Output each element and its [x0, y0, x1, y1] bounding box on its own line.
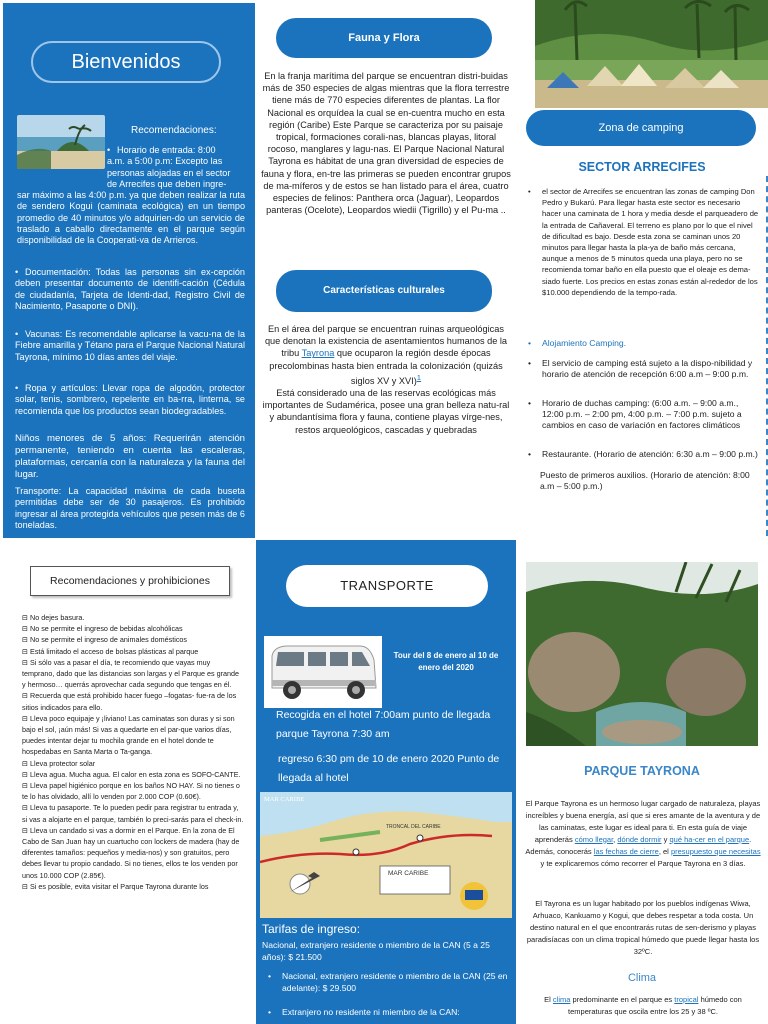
- text-part: y te explicaremos cómo recorrer el Parque Tayrona en 3 días.: [540, 858, 746, 868]
- fauna-text: En la franja marítima del parque se encuentran distri-buidas más de 350 especies de algas mientras que la flora terrestre tiene más de 770 especies diferentes de plantas. La flor Nacional es orquídea la cual se en-cuentra mucho en esta región (Caribe) Este Parque se caracteriza por su paisaje tropical, formaciones corali-nas, blancas playas, litoral rocoso, manglares y lagu-nas. El Parque Nacional Natural Tayrona es hábitat de una gran diversidad de especies de fauna y flora, en-tre las primeras se pueden encontrar grupos de ma-míferos y de estos se han listado para el área, cuatro especies de felinos: Panthera orca (Jaguar), Leopardos panteras (Ocelote), Leopardos wiedii (Tigrillo) y el Pu-ma ..: [261, 71, 511, 216]
- text-part: húmedo con temperaturas que oscila entre los 25 y 38 ºC.: [568, 995, 742, 1016]
- transporte-text: Transporte: La capacidad máxima de cada buseta permitidas debe ser de 30 pasajeros. Es prohibido ingresar al área protegida vehículos que pesen más de 6 toneladas.: [15, 486, 245, 530]
- welcome-title: Bienvenidos: [31, 41, 221, 83]
- tarifa-item: Nacional, extranjero residente o miembro de la CAN (25 en adelante): $ 29.500: [282, 971, 508, 993]
- fauna-panel: [256, 0, 516, 540]
- parque-panel: [516, 540, 768, 1024]
- que-hacer-link[interactable]: qué ha-cer en el parque: [669, 834, 750, 844]
- tarifa-item: Extranjero no residente ni miembro de la CAN:: [282, 1007, 460, 1017]
- parque-tayrona-title: PARQUE TAYRONA: [584, 764, 700, 778]
- text-part: predominante en el parque es: [572, 995, 673, 1004]
- ropa-text: Ropa y artículos: Llevar ropa de algodón, protector solar, tenis, sombrero, repelente en ba-rra, linterna, se recomienda que los productos sean biodegradables.: [15, 383, 245, 416]
- map-label: MAR CARIBE: [388, 870, 429, 877]
- tarifas-title: Tarifas de ingreso:: [262, 922, 361, 936]
- camping-photo: [535, 0, 768, 108]
- horario-line: a.m. a 5:00 p.m: Excepto las: [107, 156, 223, 167]
- list-item: ⊟ Lleva protector solar: [22, 758, 96, 768]
- horario-line: personas alojadas en el sector: [107, 167, 231, 178]
- prohibiciones-panel: [0, 540, 256, 1024]
- list-item: ⊟ Lleva un candado si vas a dormir en el Parque. En la zona de El Cabo de San Juan hay un cuartucho con lockers de madera (hay de diferentes tamaños: pequeños y media-nos) y son gratuitos, pero debes llevar tu propio candado. Si no tienes, ellos te los venden por unos 10.000 COP (2.85€).: [22, 825, 240, 880]
- presupuesto-link[interactable]: presupuesto que necesitas: [670, 846, 761, 856]
- beach-thumbnail: [17, 115, 105, 169]
- clima-link[interactable]: clima: [552, 995, 571, 1004]
- fechas-cierre-link[interactable]: las fechas de cierre: [593, 846, 659, 856]
- restaurante-text: Restaurante. (Horario de atención: 6:30 a.m – 9:00 p.m.): [542, 449, 758, 459]
- servicio-text: El servicio de camping está sujeto a la dispo-nibilidad y horario de atención de recepción 6:00 a.m – 9:00 p.m.: [542, 358, 753, 379]
- tarifa-item: Nacional, extranjero residente o miembro de la CAN (5 a 25 años): $ 21.500: [262, 940, 490, 962]
- clima-title: Clima: [627, 972, 657, 984]
- regreso-text: regreso 6:30 pm de 10 de enero 2020 Punto de llegada al hotel: [278, 753, 500, 784]
- alojamiento-text: Alojamiento Camping.: [542, 338, 627, 348]
- horario-line: de Arrecifes que deben ingre-: [107, 178, 227, 189]
- tropical-link[interactable]: tropical: [674, 995, 699, 1004]
- recogida-text: Recogida en el hotel 7:00am punto de llegada parque Tayrona 7:30 am: [276, 709, 491, 740]
- transporte-panel: TRANSPORTE Tour del 8 de enero al 10 de enero del 2020 Recogida en el hotel 7:00am punto de llegada parque Tayrona 7:30 am regreso 6:30 pm de 10 de enero 2020 Punto de llegada al hotel MAR CARIBE MAR CARIBE TRONCAL DEL CARIBE Tarifas de ingreso: Nacional, extranjero residente o miembro de la CAN (5 a 25 años): $ 21.500 • Nacional, extranjero residente o miembro de la CAN (25 en adelante): $ 29.500 • Extranjero no residente ni miembro de la CAN:: [256, 540, 516, 1024]
- text-part: , el: [658, 846, 669, 856]
- auxilios-text: Puesto de primeros auxilios. (Horario de atención: 8:00 a.m – 5:00 p.m.): [540, 470, 750, 491]
- horario-text: sar máximo a las 4:00 p.m. ya que deben realizar la ruta de sendero Kogui (caminata ecológica) en un tiempo promedio de 40 minutos y/o adquirien-do un servicio de traslado a caballo directamente en el parque según disponibilidad de la Cooperati-va de Arrieros.: [17, 190, 245, 246]
- fauna-title: Fauna y Flora: [276, 18, 492, 58]
- culture-text: [260, 323, 512, 387]
- map-label: MAR CARIBE: [264, 796, 305, 803]
- text-part: . Además, conocerás: [525, 834, 752, 856]
- welcome-panel: Bienvenidos Recomendaciones: • Horario de entrada: 8:00 a.m. a 5:00 p.m: Excepto las personas alojadas en el sector de Arrecifes que deben ingre- sar máximo a las 4:00 p.m. ya que deben realizar la ruta de sendero Kogui (caminata ecológica) en un tiempo promedio de 40 minutos y/o adquirien-do un servicio de traslado a caballo directamente en el parque según disponibilidad de la Cooperati-va de Arrieros. • Documentación: Todas las personas sin ex-cepción deben presentar documento de identifi-cación (Cédula de ciudadanía, Tarjeta de Identi-dad, Registro Civil de Nacimiento, Pasaporte o DNI). • Vacunas: Es recomendable aplicarse la vacu-na de la Fiebre amarilla y Tétano para el Parque Nacional Natural Tayrona, mínimo 10 días antes del viaje. • Ropa y artículos: Llevar ropa de algodón, protector solar, tenis, sombrero, repelente en ba-rra, linterna, se recomienda que los productos sean biodegradables. Niños menores de 5 años: Requerirán atención permanente, teniendo en cuenta las escaleras, plataformas, cercanía con la naturaleza y la fauna del lugar. Transporte: La capacidad máxima de cada buseta permitidas debe ser de 30 pasajeros. Es prohibido ingresar al área protegida vehículos que pesen más de 6 toneladas.: [3, 3, 255, 538]
- footnote-link[interactable]: 1: [416, 372, 422, 382]
- parque-intro: [524, 798, 762, 869]
- list-item: ⊟ No se permite el ingreso de bebidas alcohólicas: [22, 624, 183, 634]
- tour-dates: Tour del 8 de enero al 10 de enero del 2020: [393, 651, 499, 672]
- tayrona-link[interactable]: Tayrona: [301, 348, 335, 359]
- list-item: ⊟ Si es posible, evita visitar el Parque Tayrona durante los: [22, 881, 209, 891]
- sector-text: el sector de Arrecifes se encuentran las zonas de camping Don Pedro y Bukarú. Para llegar hasta este sector es necesario hacer una caminata de 1 hora y media desde el parqueadero de la entrada de Cañaveral. El terreno es plano por lo que el nivel de dificultad es bajo. Desde esta zona se caminan unos 20 minutos para llegar hasta la pla-ya de baño más cercana, aunque a menos de 5 minutos queda una playa, pero no se recomienda tomar baño en ella puesto que el oleaje es dema-siado fuerte. Los precios en estas zonas están al-rededor de los $10.000 dependiendo de la tempo-rada.: [542, 187, 759, 297]
- route-map: [260, 792, 512, 918]
- text-part: El Parque Tayrona es un hermoso lugar cargado de naturaleza, playas increíbles y buena energía, así que si eres amante de la aventura y de las caminatas, este lugar es ideal para ti. En esta guía de viaje aprenderás: [525, 799, 761, 844]
- ninos-text: Niños menores de 5 años: Requerirán atención permanente, teniendo en cuenta las escaleras, plataformas, cercanía con la naturaleza y la fauna del lugar.: [15, 433, 245, 480]
- parque-pueblos: El Tayrona es un lugar habitado por los pueblos indígenas Wiwa, Arhuaco, Kankuamo y Kogui, que debes respetar a toda costa. Un destino natural en el que encontrarás rutas de sen-derismo y playas paradisíacas con un clima tropical húmedo que puede llegar hasta los 32ºC.: [526, 899, 760, 956]
- list-item: ⊟ Lleva tu pasaporte. Te lo pueden pedir para registrar tu entrada y, si vas a alojarte en el parque, también lo preci-sarás para el check-in.: [22, 803, 244, 824]
- duchas-text: Horario de duchas camping: (6:00 a.m. – 9:00 a.m., 12:00 p.m. – 2:00 pm, 4:00 p.m. – 7:00 p.m. sujeto a cambios en caso de variación en factores climáticos: [542, 398, 742, 430]
- list-item: ⊟ No dejes basura.: [22, 613, 85, 622]
- list-item: ⊟ Si sólo vas a pasar el día, te recomiendo que vayas muy temprano, dado que las distancias son largas y el Parque es grande y hermoso… querrás aprovechar cada segundo que tengas en él.: [22, 657, 239, 690]
- vacunas-text: Vacunas: Es recomendable aplicarse la vacu-na de la Fiebre amarilla y Tétano para el Parque Nacional Natural Tayrona, mínimo 10 días antes del viaje.: [15, 329, 245, 362]
- culture-text-2: Está considerado una de las reservas ecológicas más importantes de Sudamérica, posee una gran belleza natu-ral y abundantísima flora y fauna, contiene playas vírge-nes, restos arqueológicos, cascadas y quebradas: [262, 388, 510, 435]
- documentacion-text: Documentación: Todas las personas sin ex-cepción deben presentar documento de identifi-cación (Cédula de ciudadanía, Tarjeta de Identi-dad, Registro Civil de Nacimiento, Pasaporte o DNI).: [15, 267, 245, 311]
- como-llegar-link[interactable]: cómo llegar: [574, 834, 614, 844]
- list-item: ⊟ No se permite el ingreso de animales domésticos: [22, 635, 188, 645]
- list-item: ⊟ Lleva papel higiénico porque en los baños NO HAY. Si no tienes o te lo has olvidado, allí lo venden por 2.000 COP (0.60€).: [22, 781, 240, 802]
- transporte-title: TRANSPORTE: [286, 565, 488, 607]
- culture-text-part: En el área del parque se encuentran ruinas arqueológicas que denotan la existencia de asentamientos humanos de la tribu: [264, 324, 508, 359]
- prohibiciones-title: Recomendaciones y prohibiciones: [30, 566, 230, 596]
- donde-dormir-link[interactable]: dónde dormir: [617, 834, 662, 844]
- sector-arrecifes-title: SECTOR ARRECIFES: [578, 160, 706, 174]
- text-part: ,: [613, 834, 616, 844]
- recommendations-heading: Recomendaciones:: [131, 125, 217, 136]
- camping-panel: Zona de camping SECTOR ARRECIFES • el sector de Arrecifes se encuentran las zonas de camping Don Pedro y Bukarú. Para llegar hasta este sector es necesario hacer una caminata de 1 hora y media desde el parqueadero de la entrada de Cañaveral. El terreno es plano por lo que el nivel de dificultad es bajo. Desde esta zona se caminan unos 20 minutos para llegar hasta la pla-ya de baño más cercana, aunque a menos de 5 minutos queda una playa, pero no se recomienda tomar baño en ella puesto que el oleaje es dema-siado fuerte. Los precios en estas zonas están al-rededor de los $10.000 dependiendo de la tempo-rada. • Alojamiento Camping. • El servicio de camping está sujeto a la dispo-nibilidad y horario de atención de recepción 6:00 a.m – 9:00 p.m. • Horario de duchas camping: (6:00 a.m. – 9:00 a.m., 12:00 p.m. – 2:00 pm, 4:00 p.m. – 7:00 p.m. sujeto a cambios en caso de variación en factores climáticos • Restaurante. (Horario de atención: 6:30 a.m – 9:00 p.m.) Puesto de primeros auxilios. (Horario de atención: 8:00 a.m – 5:00 p.m.): [516, 0, 768, 540]
- text-part: y: [663, 834, 668, 844]
- prohibiciones-list: [22, 612, 244, 892]
- clima-text: [524, 994, 762, 1018]
- van-image: [264, 636, 382, 708]
- culture-title: Características culturales: [276, 270, 492, 312]
- list-item: ⊟ Está limitado el acceso de bolsas plásticas al parque: [22, 646, 199, 656]
- culture-text-part: que ocuparon la región desde épocas precolombinas hasta bien entrada la colonización (quizás siglos XV y XVI): [269, 348, 503, 386]
- list-item: ⊟ Lleva agua. Mucha agua. El calor en esta zona es SOFO-CANTE.: [22, 769, 241, 779]
- zona-camping-title: Zona de camping: [526, 110, 756, 146]
- list-item: ⊟ Recuerda que está prohibido hacer fuego –fogatas- fue-ra de los sitios indicados para ello.: [22, 691, 237, 712]
- map-label: TRONCAL DEL CARIBE: [386, 824, 441, 830]
- tayrona-photo: [526, 562, 758, 746]
- list-item: ⊟ Lleva poco equipaje y ¡liviano! Las caminatas son duras y si son bajo el sol, ¡aún más! Si vas a quedarte en el par-que varios días, puedes intentar dejar tu mochila grande en el hotel donde te hospedabas en Santa Marta o Ta-ganga.: [22, 713, 235, 757]
- horario-line: Horario de entrada: 8:00: [117, 145, 216, 155]
- text-part: El: [544, 995, 551, 1004]
